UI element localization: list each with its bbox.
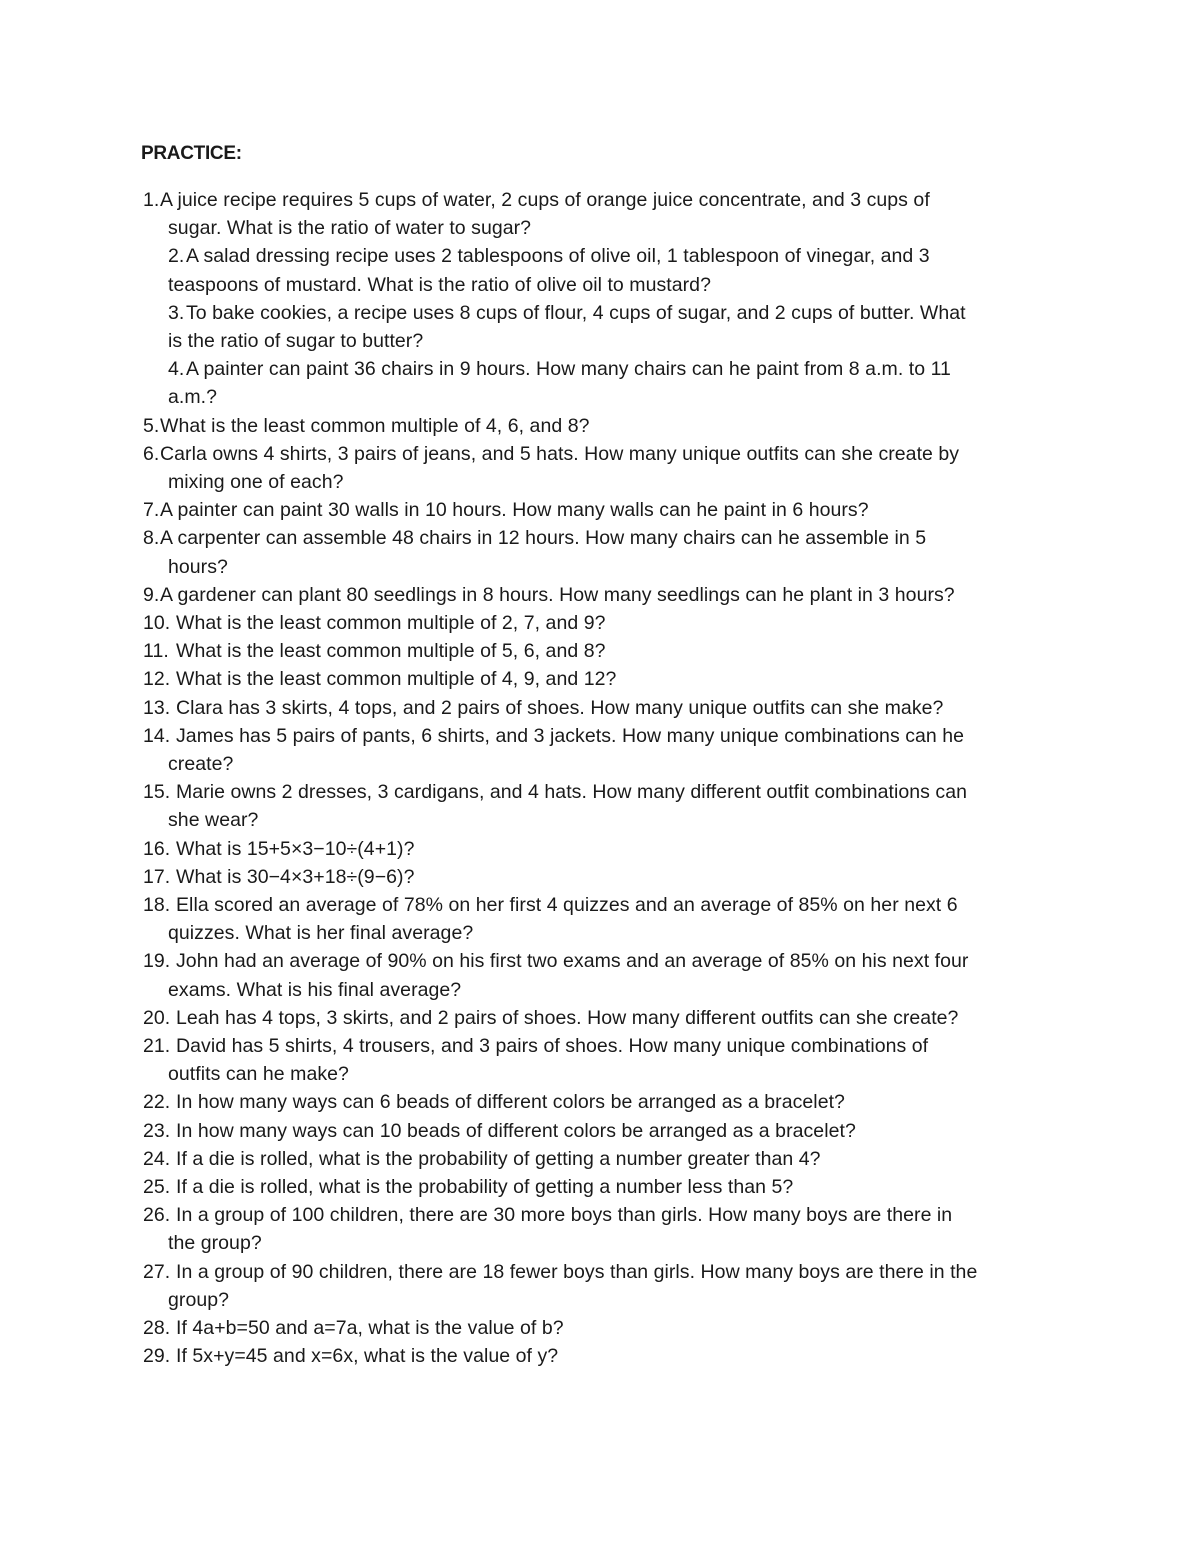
question-number: 15. <box>143 781 171 804</box>
question-number: 11. <box>143 640 169 663</box>
question-number: 4. <box>168 358 185 381</box>
question-text: A gardener can plant 80 seedlings in 8 hours. How many seedlings can he plant in 3 hours? <box>160 583 955 606</box>
question-number: 10. <box>143 612 171 634</box>
question-number: 24. <box>143 1147 171 1170</box>
question-number: 9. <box>143 583 160 606</box>
question-text: James has 5 pairs of pants, 6 shirts, and 3 jackets. How many unique combinations can he <box>176 724 965 747</box>
question-number: 23. <box>143 1119 171 1142</box>
question-number: 19. <box>143 950 171 973</box>
question-text: In how many ways can 6 beads of different colors be arranged as a bracelet? <box>176 1091 845 1114</box>
question-text-continuation: is the ratio of sugar to butter? <box>168 329 424 352</box>
question-text: What is the least common multiple of 4, 9, and 12? <box>176 668 617 691</box>
question-text: If 5x+y=45 and x=6x, what is the value of y? <box>176 1345 559 1368</box>
question-text-continuation: a.m.? <box>168 386 218 409</box>
question-number: 14. <box>143 724 171 747</box>
question-number: 16. <box>143 837 171 860</box>
question-number: 21. <box>143 1035 171 1057</box>
question-number: 28. <box>143 1317 171 1339</box>
question-text: If 4a+b=50 and a=7a, what is the value of b? <box>176 1317 564 1339</box>
question-number: 26. <box>143 1204 171 1227</box>
question-text: A painter can paint 36 chairs in 9 hours. How many chairs can he paint from 8 a.m. to 11 <box>186 358 951 381</box>
question-text: A painter can paint 30 walls in 10 hours. How many walls can he paint in 6 hours? <box>160 499 869 522</box>
question-text: What is 30−4×3+18÷(9−6)? <box>176 865 415 888</box>
question-text-continuation: exams. What is his final average? <box>168 978 462 1001</box>
question-text: If a die is rolled, what is the probability of getting a number less than 5? <box>176 1176 794 1198</box>
question-text: In how many ways can 10 beads of different colors be arranged as a bracelet? <box>176 1119 856 1142</box>
question-text: If a die is rolled, what is the probability of getting a number greater than 4? <box>176 1147 821 1170</box>
question-number: 13. <box>143 696 171 719</box>
question-text: A carpenter can assemble 48 chairs in 12 hours. How many chairs can he assemble in 5 <box>160 527 927 550</box>
question-text-continuation: sugar. What is the ratio of water to sugar? <box>168 217 532 240</box>
question-text: What is the least common multiple of 5, 6, and 8? <box>176 640 606 663</box>
question-text: What is the least common multiple of 2, 7, and 9? <box>176 612 606 634</box>
question-text: Leah has 4 tops, 3 skirts, and 2 pairs of shoes. How many different outfits can she create? <box>176 1006 959 1029</box>
question-text: David has 5 shirts, 4 trousers, and 3 pairs of shoes. How many unique combinations of <box>176 1035 929 1057</box>
question-number: 12. <box>143 668 171 691</box>
question-number: 8. <box>143 527 160 550</box>
question-text-continuation: teaspoons of mustard. What is the ratio of olive oil to mustard? <box>168 273 711 296</box>
question-text: A juice recipe requires 5 cups of water, 2 cups of orange juice concentrate, and 3 cups of <box>160 189 930 211</box>
question-number: 6. <box>143 442 160 465</box>
question-text-continuation: the group? <box>168 1232 262 1255</box>
question-text: Ella scored an average of 78% on her first 4 quizzes and an average of 85% on her next 6 <box>176 894 958 916</box>
question-text: Clara has 3 skirts, 4 tops, and 2 pairs of shoes. How many unique outfits can she make? <box>176 696 944 719</box>
question-number: 3. <box>168 301 185 324</box>
question-number: 5. <box>143 414 160 437</box>
question-number: 18. <box>143 894 171 916</box>
question-number: 25. <box>143 1176 171 1198</box>
question-text: What is 15+5×3−10÷(4+1)? <box>176 837 415 860</box>
question-text: In a group of 90 children, there are 18 fewer boys than girls. How many boys are there in the <box>176 1260 978 1283</box>
question-number: 1. <box>143 189 160 211</box>
question-number: 2. <box>168 245 185 268</box>
question-text: Marie owns 2 dresses, 3 cardigans, and 4 hats. How many different outfit combinations can <box>176 781 967 804</box>
question-text-continuation: mixing one of each? <box>168 470 344 493</box>
question-number: 22. <box>143 1091 171 1114</box>
question-text: To bake cookies, a recipe uses 8 cups of flour, 4 cups of sugar, and 2 cups of butter. What <box>186 301 966 324</box>
question-text: A salad dressing recipe uses 2 tablespoons of olive oil, 1 tablespoon of vinegar, and 3 <box>186 245 930 268</box>
question-text-continuation: outfits can he make? <box>168 1063 349 1086</box>
question-text-continuation: she wear? <box>168 809 259 832</box>
question-text-continuation: quizzes. What is her final average? <box>168 922 474 945</box>
question-text: John had an average of 90% on his first two exams and an average of 85% on his next four <box>176 950 969 973</box>
question-number: 17. <box>143 865 171 888</box>
question-number: 27. <box>143 1260 171 1283</box>
page-title: PRACTICE: <box>141 143 242 164</box>
question-text-continuation: group? <box>168 1288 230 1311</box>
question-number: 20. <box>143 1006 171 1029</box>
question-number: 7. <box>143 499 160 522</box>
question-text: What is the least common multiple of 4, 6, and 8? <box>160 414 590 437</box>
question-number: 29. <box>143 1345 171 1368</box>
question-text: Carla owns 4 shirts, 3 pairs of jeans, and 5 hats. How many unique outfits can she create by <box>160 442 960 465</box>
question-text-continuation: hours? <box>168 555 228 578</box>
question-text-continuation: create? <box>168 752 234 775</box>
question-text: In a group of 100 children, there are 30 more boys than girls. How many boys are there in <box>176 1204 953 1227</box>
